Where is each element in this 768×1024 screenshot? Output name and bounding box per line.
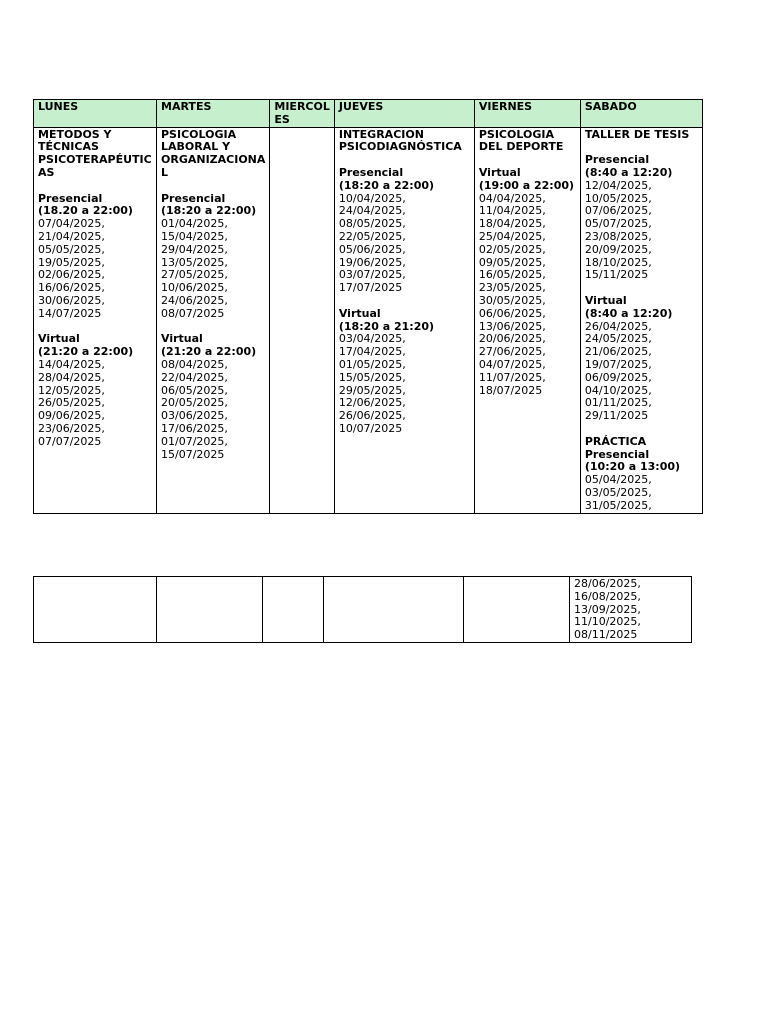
header-sabado: SABADO — [580, 100, 702, 128]
course-name: INTEGRACION PSICODIAGNÓSTICA — [338, 127, 462, 154]
date-list: 14/04/2025, 28/04/2025, 12/05/2025, 26/05/2025, 09/06/2025, 23/06/2025, 07/07/2025 — [38, 357, 105, 448]
practica-label: PRÁCTICA — [584, 434, 647, 448]
time-range: (18.20 a 22:00) — [38, 204, 133, 218]
schedule-row — [34, 127, 703, 513]
time-range: (19:00 a 22:00) — [478, 178, 575, 192]
cell-sabado-continued — [570, 577, 692, 643]
header-lunes: LUNES — [34, 100, 157, 128]
cell-martes — [157, 127, 270, 513]
header-viernes: VIERNES — [474, 100, 580, 128]
time-range: (10:20 a 13:00) — [584, 460, 681, 474]
mode-label: Virtual — [38, 332, 80, 346]
cell-lunes — [34, 127, 157, 513]
course-name: METODOS Y TÉCNICAS PSICOTERAPÉUTIC AS — [38, 127, 152, 179]
mode-label: Virtual — [338, 306, 381, 320]
mode-label: Presencial — [38, 191, 103, 205]
time-range: (8:40 a 12:20) — [584, 165, 673, 179]
date-list: 05/04/2025, 03/05/2025, 31/05/2025, — [584, 473, 652, 512]
date-list: 08/04/2025, 22/04/2025, 06/05/2025, 20/05/2025, 03/06/2025, 17/06/2025, 01/07/2025, 15/07/2025 — [161, 357, 228, 461]
date-list: 28/06/2025, 16/08/2025, 13/09/2025, 11/10/2025, 08/11/2025 — [574, 577, 641, 642]
date-list: 01/04/2025, 15/04/2025, 29/04/2025, 13/05/2025, 27/05/2025, 10/06/2025, 24/06/2025, 08/07/2025 — [161, 217, 228, 320]
cell-miercoles — [270, 127, 334, 513]
header-miercoles: MIERCOL ES — [270, 100, 334, 128]
header-row — [34, 100, 703, 128]
mode-label: Presencial — [338, 165, 404, 179]
time-range: (18:20 a 22:00) — [338, 178, 435, 192]
cell-viernes-continued — [464, 577, 570, 643]
cell-martes-continued — [157, 577, 263, 643]
mode-label: Presencial — [584, 153, 650, 167]
course-name: PSICOLOGIA LABORAL Y ORGANIZACIONA L — [161, 127, 266, 179]
mode-label: Presencial — [161, 191, 226, 205]
mode-label: Virtual — [161, 332, 203, 346]
course-name: TALLER DE TESIS — [584, 127, 690, 141]
date-list: 26/04/2025, 24/05/2025, 21/06/2025, 19/07/2025, 06/09/2025, 04/10/2025, 01/11/2025, 29/11/2025 — [584, 319, 652, 423]
time-range: (21:20 a 22:00) — [38, 345, 134, 359]
time-range: (18:20 a 21:20) — [338, 319, 435, 333]
date-list: 04/04/2025, 11/04/2025, 18/04/2025, 25/04/2025, 02/05/2025, 09/05/2025, 16/05/2025, 23/05/2025, 30/05/2025, 06/06/2025, 13/06/2025, 20/06/2025, 27/06/2025, 04/07/2025, 11/07/2025, 18/07/2025 — [478, 191, 546, 397]
cell-jueves — [334, 127, 474, 513]
date-list: 12/04/2025, 10/05/2025, 07/06/2025, 05/07/2025, 23/08/2025, 20/09/2025, 18/10/2025, 15/11/2025 — [584, 178, 652, 282]
time-range: (21:20 a 22:00) — [161, 345, 257, 359]
cell-miercoles-continued — [263, 577, 324, 643]
mode-label: Virtual — [478, 165, 521, 179]
schedule-table-continued — [33, 576, 692, 643]
date-list: 03/04/2025, 17/04/2025, 01/05/2025, 15/05/2025, 29/05/2025, 12/06/2025, 26/06/2025, 10/07/2025 — [338, 332, 406, 435]
mode-label: Virtual — [584, 293, 627, 307]
schedule-table — [33, 99, 703, 514]
header-martes: MARTES — [157, 100, 270, 128]
cell-sabado — [580, 127, 702, 513]
header-jueves: JUEVES — [334, 100, 474, 128]
time-range: (8:40 a 12:20) — [584, 306, 673, 320]
time-range: (18:20 a 22:00) — [161, 204, 257, 218]
cell-jueves-continued — [324, 577, 464, 643]
cell-lunes-continued — [34, 577, 157, 643]
date-list: 10/04/2025, 24/04/2025, 08/05/2025, 22/05/2025, 05/06/2025, 19/06/2025, 03/07/2025, 17/07/2025 — [338, 191, 406, 295]
schedule-row-continued — [34, 577, 692, 643]
cell-viernes — [474, 127, 580, 513]
course-name: PSICOLOGIA DEL DEPORTE — [478, 127, 564, 154]
mode-label: Presencial — [584, 447, 650, 461]
date-list: 07/04/2025, 21/04/2025, 05/05/2025, 19/05/2025, 02/06/2025, 16/06/2025, 30/06/2025, 14/07/2025 — [38, 217, 105, 320]
